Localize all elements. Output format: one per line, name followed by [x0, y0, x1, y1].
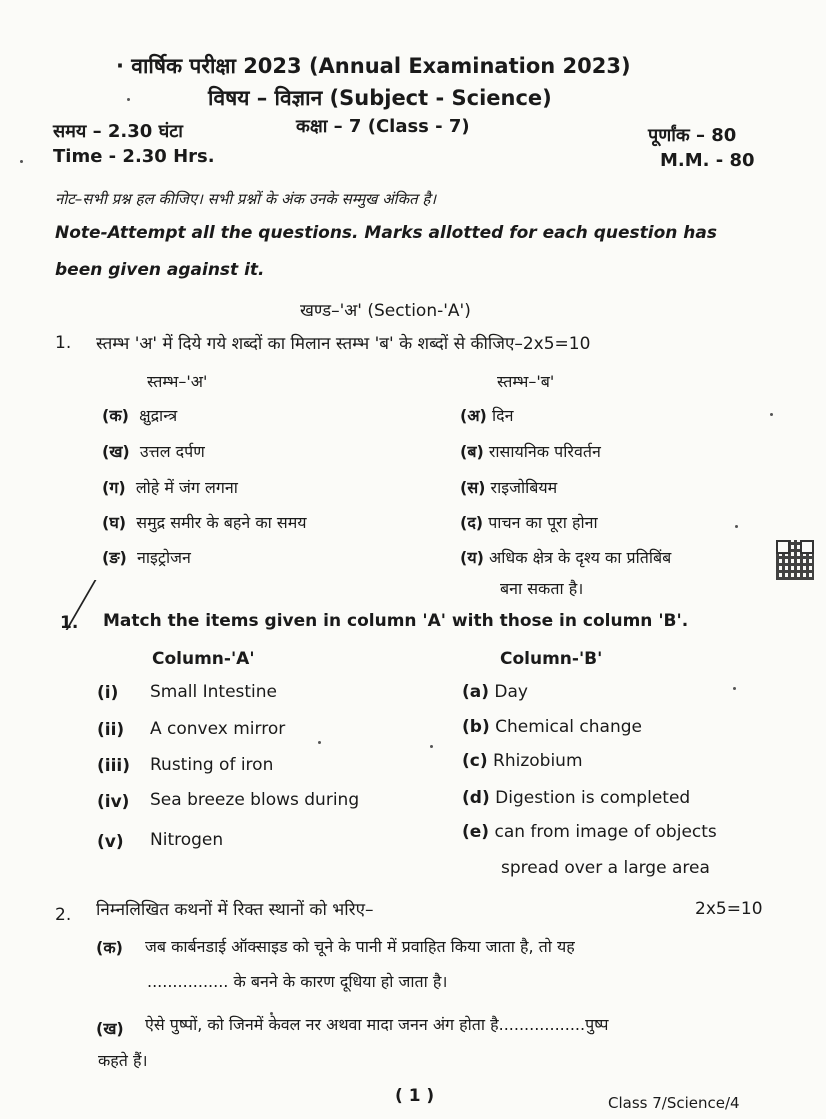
list-item-text: Rusting of iron	[150, 755, 274, 775]
time-english: Time - 2.30 Hrs.	[53, 146, 215, 167]
exam-title: · वार्षिक परीक्षा 2023 (Annual Examination 2023)	[116, 54, 631, 78]
q1-hindi-text: स्तम्भ 'अ' में दिये गये शब्दों का मिलान स्तम्भ 'ब' के शब्दों से कीजिए–2x5=10	[96, 334, 591, 354]
q2-item-line1: ऐसे पुष्पों, को जिनमें केवल नर अथवा मादा जनन अंग होता है.................पुष्प	[145, 1015, 609, 1034]
q2-text: निम्नलिखित कथनों में रिक्त स्थानों को भरिए–	[96, 900, 374, 920]
list-item: (द) पाचन का पूरा होना	[460, 513, 598, 532]
qr-code	[776, 540, 814, 580]
speck	[430, 745, 433, 748]
speck	[735, 525, 738, 528]
marks-hindi: पूर्णांक – 80	[648, 125, 737, 146]
list-item-text: A convex mirror	[150, 719, 286, 739]
list-item: (v)	[97, 832, 124, 852]
speck	[770, 413, 773, 416]
list-item: (स) राइजोबियम	[460, 478, 558, 497]
list-item: (iii)	[97, 756, 131, 776]
list-item-continued: spread over a large area	[501, 858, 710, 878]
list-item-marker: (क)	[96, 938, 123, 957]
list-item: (b) Chemical change	[462, 717, 642, 737]
time-hindi: समय – 2.30 घंटा	[53, 121, 183, 142]
speck	[733, 687, 736, 690]
note-english-line2: been given against it.	[55, 260, 265, 280]
q2-marks: 2x5=10	[695, 899, 763, 919]
col-b-header-hindi: स्तम्भ–'ब'	[497, 372, 555, 391]
subject-title: विषय – विज्ञान (Subject - Science)	[208, 86, 552, 110]
list-item: (ङ) नाइट्रोजन	[102, 548, 191, 567]
speck	[318, 741, 321, 744]
list-item-text: Small Intestine	[150, 682, 278, 702]
list-item: (घ) समुद्र समीर के बहने का समय	[102, 513, 307, 532]
speck	[270, 1012, 273, 1015]
list-item: (ख) उत्तल दर्पण	[102, 442, 205, 461]
class-label: कक्षा – 7 (Class - 7)	[296, 116, 470, 137]
col-a-header-hindi: स्तम्भ–'अ'	[147, 372, 208, 391]
list-item: (i)	[97, 683, 119, 703]
q2-item-line2: ................ के बनने के कारण दूधिया हो जाता है।	[147, 972, 448, 991]
page-number: ( 1 )	[395, 1086, 435, 1106]
q1-hindi-number: 1.	[55, 333, 72, 353]
q1-english-number: 1.	[60, 613, 79, 633]
list-item: (c) Rhizobium	[462, 751, 583, 771]
q2-item-line1: जब कार्बनडाई ऑक्साइड को चूने के पानी में प्रवाहित किया जाता है, तो यह	[145, 937, 575, 956]
list-item: (य) अधिक क्षेत्र के दृश्य का प्रतिबिंब	[460, 548, 672, 567]
q1-english-text: Match the items given in column 'A' with those in column 'B'.	[103, 611, 689, 631]
col-a-header-english: Column-'A'	[152, 649, 255, 669]
list-item: (a) Day	[462, 682, 528, 702]
section-title: खण्ड–'अ' (Section-'A')	[300, 301, 471, 321]
list-item: (ii)	[97, 720, 125, 740]
list-item: (ब) रासायनिक परिवर्तन	[460, 442, 601, 461]
note-english-line1: Note-Attempt all the questions. Marks allotted for each question has	[55, 223, 717, 243]
list-item-marker: (ख)	[96, 1019, 124, 1038]
list-item: (d) Digestion is completed	[462, 788, 691, 808]
list-item-text: Nitrogen	[150, 830, 224, 850]
note-hindi: नोट–सभी प्रश्न हल कीजिए। सभी प्रश्नों के अंक उनके सम्मुख अंकित है।	[55, 190, 437, 208]
list-item: (ग) लोहे में जंग लगना	[102, 478, 238, 497]
list-item-continued: बना सकता है।	[500, 579, 584, 598]
list-item: (अ) दिन	[460, 406, 514, 425]
q2-number: 2.	[55, 905, 72, 925]
q2-item-line2: कहते हैं।	[98, 1051, 148, 1070]
col-b-header-english: Column-'B'	[500, 649, 603, 669]
list-item: (क) क्षुद्रान्त्र	[102, 406, 178, 425]
list-item: (e) can from image of objects	[462, 822, 717, 842]
list-item: (iv)	[97, 792, 130, 812]
paper-code: Class 7/Science/4	[608, 1094, 740, 1112]
speck	[20, 160, 23, 163]
marks-english: M.M. - 80	[660, 150, 755, 171]
speck	[127, 98, 130, 101]
list-item-text: Sea breeze blows during	[150, 790, 360, 810]
